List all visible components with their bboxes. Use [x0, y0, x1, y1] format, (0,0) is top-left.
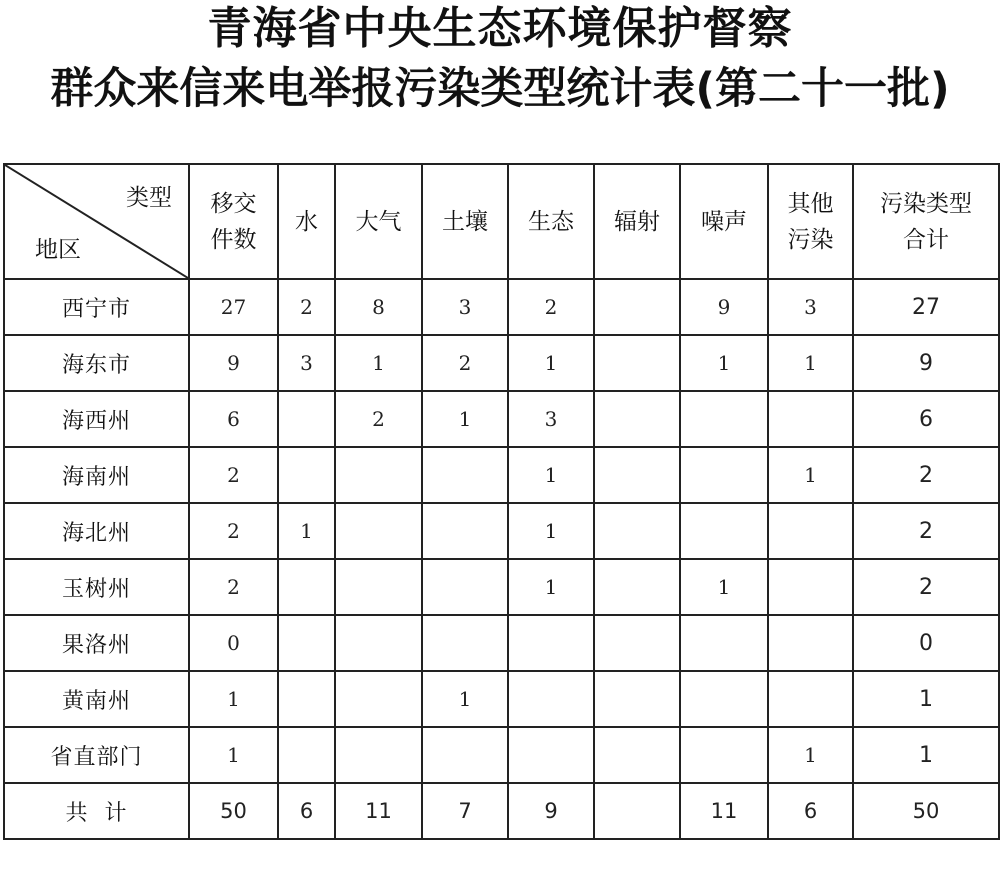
cell-ecology	[508, 727, 594, 783]
cell-total: 2	[853, 503, 999, 559]
cell-noise: 9	[680, 279, 768, 335]
cell-ecology: 1	[508, 447, 594, 503]
table-row	[4, 279, 999, 335]
cell-radiation	[594, 727, 680, 783]
cell-other: 1	[768, 447, 853, 503]
cell-total: 1	[853, 727, 999, 783]
cell-noise: 1	[680, 559, 768, 615]
column-header-line: 件数	[210, 226, 257, 253]
cell-soil	[422, 615, 508, 671]
cell-air: 1	[335, 335, 422, 391]
cell-noise: 11	[680, 783, 768, 839]
cell-water: 2	[278, 279, 335, 335]
cell-radiation	[594, 503, 680, 559]
column-header-soil	[422, 164, 508, 279]
cell-ecology: 9	[508, 783, 594, 839]
column-header-water	[278, 164, 335, 279]
column-header-line: 其他	[787, 190, 834, 217]
cell-noise	[680, 391, 768, 447]
cell-soil	[422, 559, 508, 615]
cell-total: 1	[853, 671, 999, 727]
total-row	[4, 783, 999, 839]
cell-radiation	[594, 559, 680, 615]
cell-ecology: 1	[508, 559, 594, 615]
table-row	[4, 615, 999, 671]
cell-soil: 1	[422, 391, 508, 447]
cell-ecology: 1	[508, 335, 594, 391]
column-header-line: 噪声	[701, 208, 747, 235]
cell-radiation	[594, 335, 680, 391]
cell-water: 6	[278, 783, 335, 839]
corner-header-cell	[4, 164, 189, 279]
column-header-line: 合计	[903, 226, 949, 253]
cell-soil: 2	[422, 335, 508, 391]
cell-transfer: 9	[189, 335, 278, 391]
cell-transfer: 27	[189, 279, 278, 335]
region-name: 海东市	[4, 335, 189, 391]
cell-total: 9	[853, 335, 999, 391]
cell-noise	[680, 447, 768, 503]
cell-other: 3	[768, 279, 853, 335]
cell-water	[278, 671, 335, 727]
cell-water: 3	[278, 335, 335, 391]
cell-soil	[422, 503, 508, 559]
cell-transfer: 0	[189, 615, 278, 671]
cell-other: 1	[768, 335, 853, 391]
region-name: 黄南州	[4, 671, 189, 727]
cell-noise: 1	[680, 335, 768, 391]
cell-air	[335, 671, 422, 727]
cell-transfer: 1	[189, 727, 278, 783]
cell-total: 2	[853, 447, 999, 503]
cell-air	[335, 447, 422, 503]
cell-water	[278, 559, 335, 615]
cell-water: 1	[278, 503, 335, 559]
table-row	[4, 727, 999, 783]
region-name: 海南州	[4, 447, 189, 503]
column-header-line: 辐射	[614, 208, 660, 235]
cell-total: 50	[853, 783, 999, 839]
cell-ecology: 3	[508, 391, 594, 447]
column-header-total	[853, 164, 999, 279]
cell-transfer: 50	[189, 783, 278, 839]
cell-air	[335, 503, 422, 559]
cell-transfer: 6	[189, 391, 278, 447]
title-line-2: 群众来信来电举报污染类型统计表(第二十一批)	[50, 64, 950, 114]
cell-radiation	[594, 615, 680, 671]
cell-noise	[680, 615, 768, 671]
cell-soil	[422, 727, 508, 783]
cell-transfer: 2	[189, 447, 278, 503]
column-header-line: 土壤	[442, 208, 488, 235]
cell-radiation	[594, 279, 680, 335]
cell-soil: 1	[422, 671, 508, 727]
cell-air	[335, 727, 422, 783]
table-row	[4, 559, 999, 615]
cell-water	[278, 391, 335, 447]
corner-region-label: 地区	[35, 237, 81, 263]
table-row	[4, 447, 999, 503]
header-row	[4, 164, 999, 279]
cell-noise	[680, 671, 768, 727]
table-row	[4, 335, 999, 391]
region-name: 果洛州	[4, 615, 189, 671]
cell-soil: 3	[422, 279, 508, 335]
cell-radiation	[594, 783, 680, 839]
cell-radiation	[594, 391, 680, 447]
cell-ecology	[508, 615, 594, 671]
column-header-line: 移交	[210, 190, 257, 217]
table-row	[4, 391, 999, 447]
cell-total: 27	[853, 279, 999, 335]
statistics-table	[3, 163, 1000, 840]
column-header-line: 水	[295, 208, 318, 235]
cell-other: 6	[768, 783, 853, 839]
cell-ecology: 1	[508, 503, 594, 559]
column-header-other	[768, 164, 853, 279]
column-header-line: 污染类型	[880, 190, 972, 217]
cell-noise	[680, 727, 768, 783]
cell-total: 6	[853, 391, 999, 447]
cell-air: 2	[335, 391, 422, 447]
cell-air: 11	[335, 783, 422, 839]
cell-soil	[422, 447, 508, 503]
cell-air	[335, 559, 422, 615]
column-header-noise	[680, 164, 768, 279]
cell-water	[278, 447, 335, 503]
cell-other	[768, 615, 853, 671]
cell-radiation	[594, 671, 680, 727]
corner-type-label: 类型	[126, 185, 172, 211]
cell-soil: 7	[422, 783, 508, 839]
cell-other	[768, 503, 853, 559]
column-header-radiation	[594, 164, 680, 279]
region-name: 海北州	[4, 503, 189, 559]
cell-ecology	[508, 671, 594, 727]
cell-transfer: 1	[189, 671, 278, 727]
cell-other: 1	[768, 727, 853, 783]
cell-other	[768, 671, 853, 727]
region-name: 海西州	[4, 391, 189, 447]
cell-transfer: 2	[189, 559, 278, 615]
cell-total: 0	[853, 615, 999, 671]
region-name: 玉树州	[4, 559, 189, 615]
cell-ecology: 2	[508, 279, 594, 335]
cell-other	[768, 559, 853, 615]
table-row	[4, 503, 999, 559]
cell-other	[768, 391, 853, 447]
cell-water	[278, 727, 335, 783]
cell-noise	[680, 503, 768, 559]
region-name: 省直部门	[4, 727, 189, 783]
column-header-line: 大气	[355, 208, 402, 235]
cell-radiation	[594, 447, 680, 503]
region-name: 西宁市	[4, 279, 189, 335]
column-header-line: 生态	[528, 208, 574, 235]
cell-air	[335, 615, 422, 671]
cell-air: 8	[335, 279, 422, 335]
title-line-1: 青海省中央生态环境保护督察	[207, 3, 793, 54]
total-label: 共 计	[4, 783, 189, 839]
column-header-transfer	[189, 164, 278, 279]
cell-total: 2	[853, 559, 999, 615]
table-row	[4, 671, 999, 727]
cell-transfer: 2	[189, 503, 278, 559]
column-header-air	[335, 164, 422, 279]
column-header-ecology	[508, 164, 594, 279]
cell-water	[278, 615, 335, 671]
column-header-line: 污染	[787, 226, 834, 253]
